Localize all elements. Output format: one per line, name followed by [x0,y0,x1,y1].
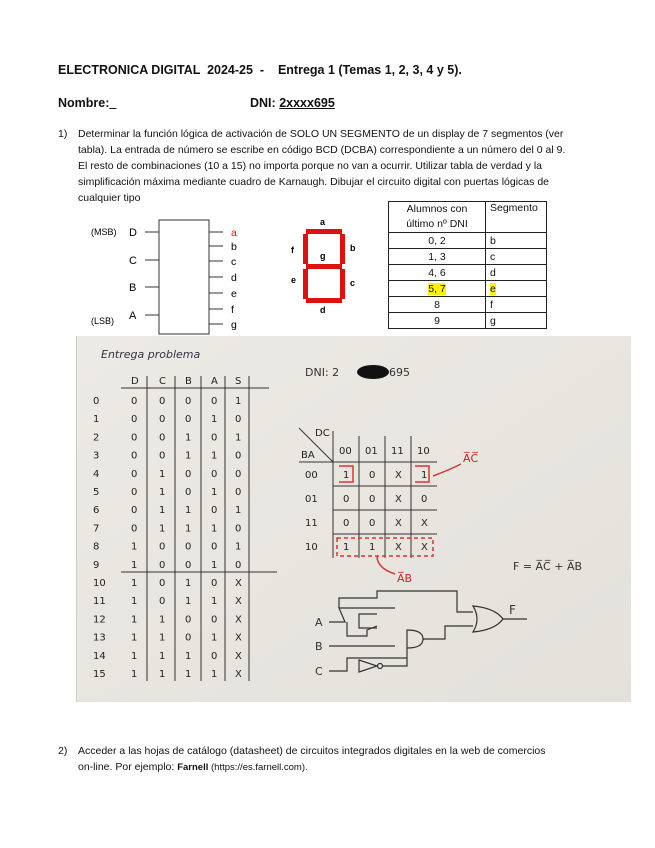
truth-cell: 1 [185,432,192,444]
question-1-text [78,126,638,206]
question-2-number: 2) [58,745,68,757]
truth-row-index: 7 [93,523,100,535]
kmap-cell: 0 [369,518,376,529]
table-cell: 0, 2 [389,233,486,249]
truth-cell: 1 [131,614,138,626]
truth-row-index: 10 [93,578,106,589]
truth-cell: 0 [211,432,218,444]
output-label: d [231,272,237,284]
truth-cell: 0 [131,468,138,480]
truth-cell: 0 [235,559,242,571]
circuit-input: B [315,640,323,653]
kmap-col-label: 11 [391,446,404,457]
q1-line: El resto de combinaciones (10 a 15) no importa porque no van a ocurrir. Utilizar tabla de verdad y la [78,160,542,172]
input-label: C [129,255,137,267]
q2-line2-text: on-line. Por ejemplo: [78,761,178,773]
q1-line: tabla). La entrada de número se escribe en código BCD (DCBA) correspondiente a un número del 0 al 9. [78,144,566,156]
truth-header: D [131,376,139,387]
output-label: f [231,304,234,316]
truth-row-index: 3 [93,450,100,462]
header-cell: Segmento [486,202,547,233]
truth-cell: 0 [185,541,192,553]
truth-cell: 0 [185,487,192,498]
table-cell [486,281,547,297]
handwritten-heading: Entrega problema [101,348,201,361]
truth-header: A [211,376,218,387]
truth-row-index: 8 [93,541,100,553]
truth-cell: 0 [185,632,192,644]
table-row [389,265,547,281]
truth-cell: 1 [211,487,218,498]
truth-row-index: 9 [93,559,100,571]
kmap-row-label: 11 [305,518,318,529]
truth-cell: 1 [159,468,166,480]
truth-row-index: 2 [93,432,100,444]
segment-table [388,201,547,329]
truth-cell: 1 [211,450,218,462]
table-row [389,281,547,297]
kmap-corner: DC [315,428,330,439]
circuit-input: A [315,616,323,629]
name-field [58,96,116,110]
truth-row-index: 13 [93,632,106,644]
truth-cell: 1 [211,669,218,680]
truth-cell: 1 [211,559,218,571]
truth-cell: 1 [185,578,192,589]
q2-line [78,759,638,776]
kmap-row-label: 00 [305,470,318,481]
output-label: g [231,319,237,331]
kmap-cell: 1 [369,542,376,553]
truth-cell: 0 [159,578,166,589]
truth-cell: 0 [235,450,242,462]
kmap-cell: 1 [421,470,428,481]
truth-cell: 0 [159,450,166,462]
table-cell: c [486,249,547,265]
truth-cell: 0 [211,541,218,553]
farnell-url: (https://es.farnell.com). [208,762,308,773]
seven-segment-display [285,213,365,318]
truth-cell: 0 [211,505,218,517]
header-cell: Alumnos con último nº DNI [389,202,486,233]
truth-cell: 0 [131,450,138,462]
decoder-diagram [85,215,255,337]
table-cell: f [486,297,547,313]
truth-cell: 1 [159,614,166,626]
truth-cell: 0 [131,523,138,535]
segment-label: g [320,251,326,261]
truth-cell: 0 [159,396,166,407]
input-label: D [129,227,137,239]
lsb-label: (LSB) [91,316,115,326]
truth-cell: 0 [235,523,242,535]
dni-value: 2xxxx695 [279,96,335,110]
q1-line: Determinar la función lógica de activación de SOLO UN SEGMENTO de un display de 7 segmentos (ver [78,128,564,140]
segment-label: b [350,243,356,253]
table-row [389,233,547,249]
kmap-cell: 1 [343,470,350,481]
truth-row-index: 4 [93,468,100,480]
kmap-cell: 0 [369,470,376,481]
truth-cell: 0 [159,541,166,553]
truth-cell: 1 [185,669,192,680]
segment-label: c [350,278,356,288]
truth-cell: 1 [159,487,166,498]
truth-cell: 1 [131,596,138,608]
truth-cell: 1 [159,669,166,680]
truth-cell: 1 [131,541,138,553]
truth-cell: 1 [131,559,138,571]
truth-cell: 0 [185,414,192,426]
kmap-row-label: 10 [305,542,318,553]
truth-cell: 1 [131,632,138,644]
kmap-cell: 0 [421,494,428,505]
kmap-row-label: 01 [305,494,318,505]
truth-cell: X [235,614,242,626]
truth-cell: 0 [185,559,192,571]
truth-cell: 1 [235,505,242,517]
truth-cell: 0 [235,414,242,426]
truth-cell: 1 [211,596,218,608]
q2-line: Acceder a las hojas de catálogo (datasheet) de circuitos integrados digitales en la web de comercios [78,745,546,757]
truth-row-index: 14 [93,650,106,662]
kmap-cell: X [395,470,402,481]
truth-cell: 0 [235,468,242,480]
truth-cell: 1 [185,596,192,608]
table-cell: 9 [389,313,486,329]
truth-cell: 0 [131,487,138,498]
redacted-mark [357,365,389,379]
document-title: ELECTRONICA DIGITAL 2024-25 - Entrega 1 (Temas 1, 2, 3, 4 y 5). [58,63,462,77]
truth-cell: 0 [159,596,166,608]
input-label: B [129,282,137,294]
table-cell: 8 [389,297,486,313]
truth-cell: 0 [235,487,242,498]
kmap-cell: 1 [343,542,350,553]
truth-cell: 0 [185,614,192,626]
table-cell: 4, 6 [389,265,486,281]
truth-cell: 1 [131,669,138,680]
question-1-number: 1) [58,128,68,140]
q1-line: simplificación máxima mediante cuadro de Karnaugh. Dibujar el circuito digital con puertas lógicas de [78,176,549,188]
truth-cell: 1 [235,396,242,407]
truth-row-index: 6 [93,505,100,517]
truth-cell: 1 [235,432,242,444]
table-row [389,249,547,265]
truth-cell: X [235,596,242,608]
truth-cell: 1 [185,450,192,462]
kmap-cell: 0 [343,518,350,529]
input-label: A [129,310,137,322]
dni-label: DNI: [250,96,276,110]
kmap-col-label: 10 [417,446,430,457]
truth-cell: 0 [131,432,138,444]
output-label: a [231,227,237,239]
truth-cell: 0 [211,614,218,626]
truth-row-index: 0 [93,396,100,407]
segment-label: a [320,217,326,227]
truth-cell: 0 [211,396,218,407]
truth-cell: 1 [131,578,138,589]
truth-cell: X [235,650,242,662]
truth-cell: 0 [131,396,138,407]
table-cell: g [486,313,547,329]
truth-cell: 1 [159,632,166,644]
truth-cell: 1 [159,523,166,535]
truth-cell: 1 [185,505,192,517]
truth-cell: 0 [211,650,218,662]
handwritten-photo [76,336,631,702]
kmap-cell: 0 [369,494,376,505]
truth-row-index: 5 [93,487,100,498]
truth-cell: 1 [235,541,242,553]
table-header-row [389,202,547,233]
term-label: A̅C̅ [463,452,479,465]
highlighted-cell: e [490,282,496,295]
kmap-corner: BA [301,450,315,461]
segment-label: d [320,305,326,315]
truth-header: S [235,376,242,387]
truth-cell: 1 [159,650,166,662]
truth-cell: 1 [185,650,192,662]
highlighted-cell: 5, 7 [428,282,446,295]
truth-cell: 0 [159,414,166,426]
circuit-input: C [315,665,323,678]
question-2-text [78,743,638,776]
truth-row-index: 11 [93,596,106,608]
truth-cell: 1 [211,523,218,535]
kmap-col-label: 01 [365,446,378,457]
msb-label: (MSB) [91,227,117,237]
truth-cell: 0 [159,559,166,571]
truth-cell: 1 [131,650,138,662]
output-label: b [231,241,237,253]
table-row [389,297,547,313]
truth-cell: 1 [185,523,192,535]
kmap-cell: X [421,518,428,529]
table-cell: b [486,233,547,249]
table-row [389,313,547,329]
truth-row-index: 15 [93,669,106,680]
kmap-cell: 0 [343,494,350,505]
kmap-cell: X [395,518,402,529]
truth-cell: 0 [159,432,166,444]
truth-cell: 0 [211,578,218,589]
truth-cell: 0 [211,468,218,480]
truth-header: C [159,376,166,387]
table-cell: 1, 3 [389,249,486,265]
table-cell: d [486,265,547,281]
truth-cell: X [235,632,242,644]
truth-cell: 0 [185,468,192,480]
circuit-output: F [509,603,516,617]
output-label: e [231,288,237,300]
result-expression: F = A̅C̅ + A̅B [513,560,583,573]
name-label: Nombre: [58,96,110,110]
truth-cell: 1 [159,505,166,517]
kmap-cell: X [395,542,402,553]
truth-header: B [185,376,192,387]
segment-label: f [291,245,294,255]
kmap-col-label: 00 [339,446,352,457]
output-label: c [231,256,237,268]
dni-field [250,96,335,110]
truth-cell: 0 [131,414,138,426]
handwritten-solution [77,336,631,702]
farnell-brand: Farnell [177,762,209,773]
truth-cell: 1 [211,632,218,644]
kmap-cell: X [395,494,402,505]
truth-cell: X [235,669,242,680]
q1-line: cualquier tipo [78,192,141,204]
truth-cell: 0 [185,396,192,407]
truth-row-index: 12 [93,614,106,626]
kmap-cell: X [421,542,428,553]
truth-cell: 0 [131,505,138,517]
handwritten-dni-tail: 695 [389,366,410,379]
handwritten-dni: DNI: 2 [305,366,340,379]
table-cell [389,281,486,297]
term-label: A̅B [397,572,413,585]
truth-cell: X [235,578,242,589]
truth-cell: 1 [211,414,218,426]
segment-label: e [291,275,297,285]
truth-row-index: 1 [93,414,100,426]
